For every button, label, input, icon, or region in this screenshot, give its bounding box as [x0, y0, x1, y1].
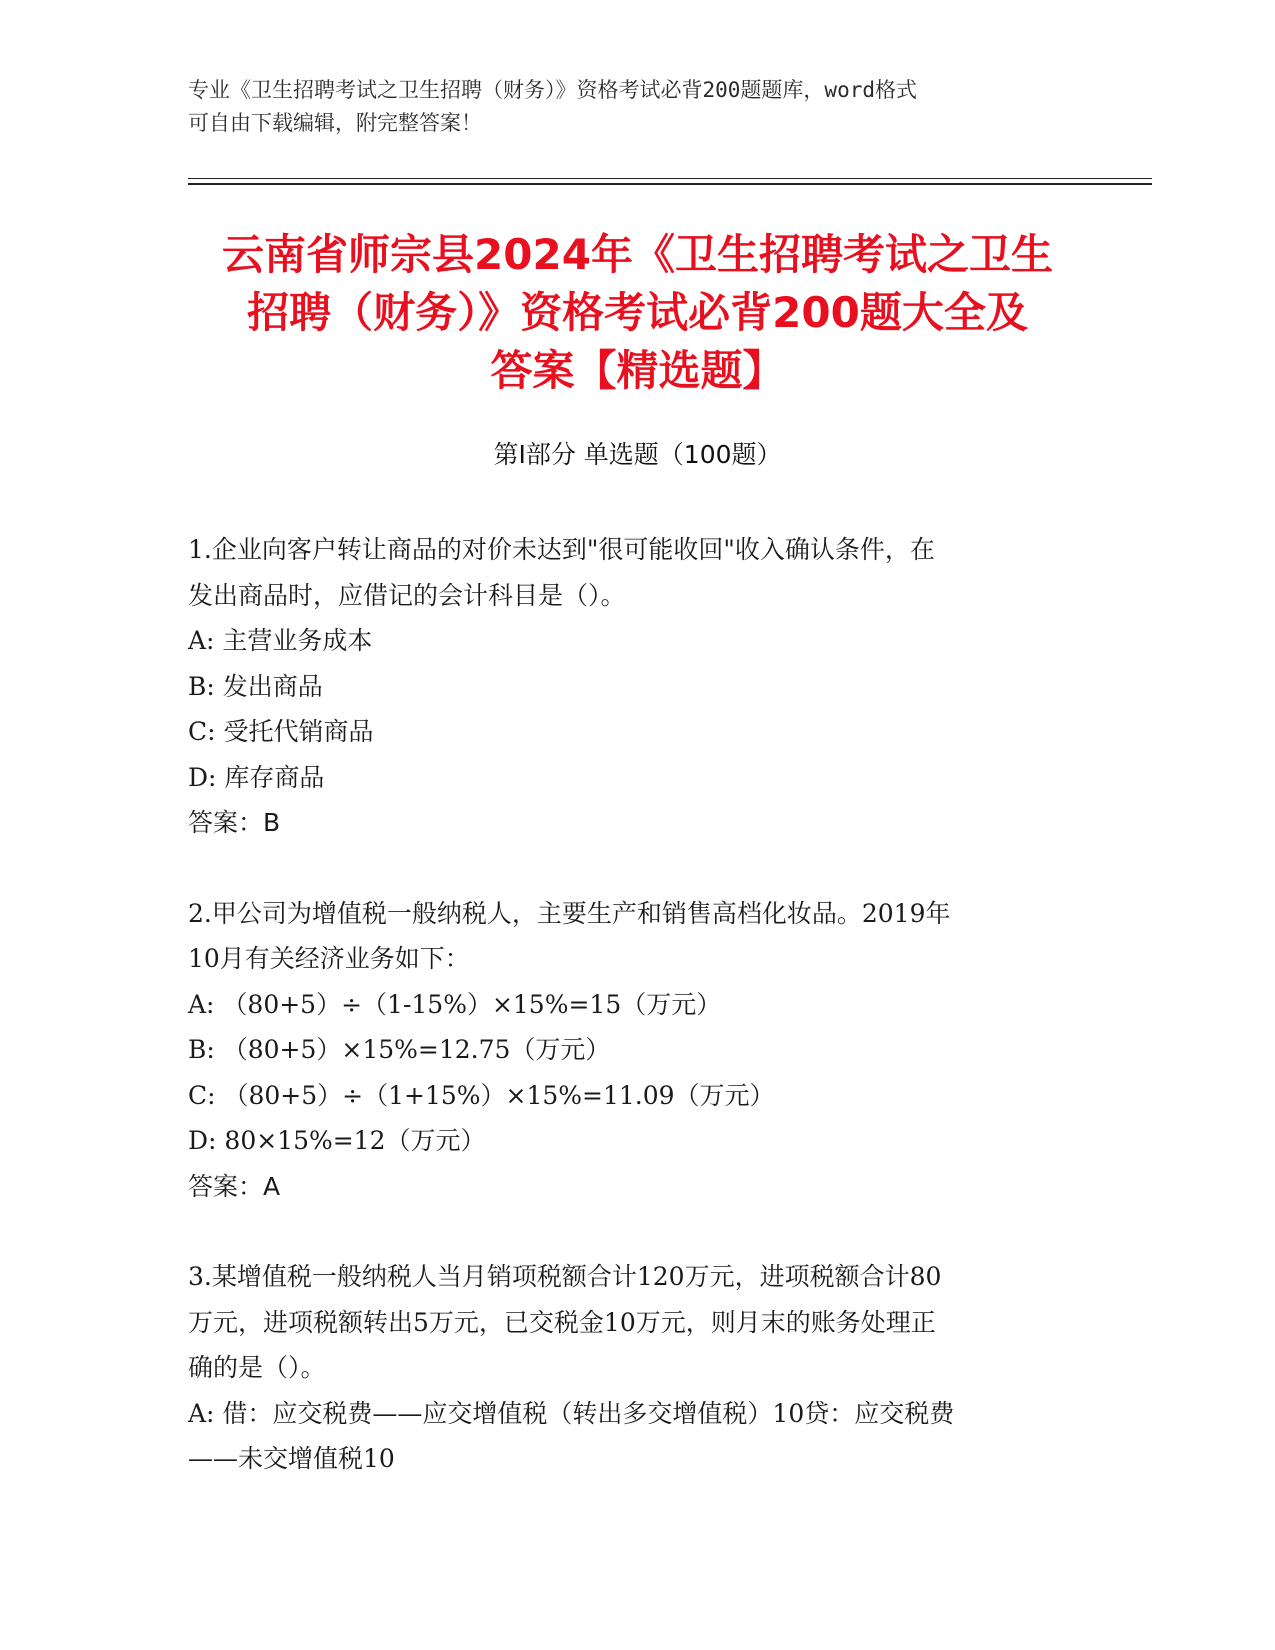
- question-text-line: 发出商品时，应借记的会计科目是（）。: [188, 580, 626, 610]
- section-title: 第Ⅰ部分 单选题（100题）: [493, 440, 782, 469]
- question-text: [188, 1254, 1088, 1391]
- option-b: B: （80+5）×15%=12.75（万元）: [188, 1035, 611, 1064]
- option-d: D: 80×15%=12（万元）: [188, 1126, 486, 1155]
- header-note: [188, 74, 1088, 140]
- answer: 答案：A: [188, 1171, 281, 1201]
- question-3: [188, 1254, 1088, 1482]
- question-text: [188, 891, 1088, 982]
- header-divider-thick: [188, 183, 1152, 185]
- header-note-line: 可自由下载编辑，附完整答案！: [188, 111, 482, 135]
- answer: 答案：B: [188, 808, 281, 837]
- question-text-line: 10月有关经济业务如下：: [188, 944, 470, 973]
- question-text-line: 万元，进项税额转出5万元，已交税金10万元，则月末的账务处理正: [188, 1307, 936, 1337]
- option-a: A: 主营业务成本: [188, 626, 373, 655]
- option-a-continued: ——未交增值税10: [188, 1444, 395, 1473]
- page-title-line: 云南省师宗县2024年《卫生招聘考试之卫生: [222, 230, 1053, 279]
- question-list: [188, 527, 1088, 1482]
- header-note-line: 专业《卫生招聘考试之卫生招聘（财务）》资格考试必背200题题库，word格式: [188, 78, 917, 102]
- option-b: B: 发出商品: [188, 671, 323, 701]
- header-divider: [188, 178, 1152, 179]
- question-text-line: 1.企业向客户转让商品的对价未达到"很可能收回"收入确认条件，在: [188, 535, 935, 564]
- question-text-line: 2.甲公司为增值税一般纳税人，主要生产和销售高档化妆品。2019年: [188, 898, 951, 928]
- option-c: C: （80+5）÷（1+15%）×15%=11.09（万元）: [188, 1080, 775, 1110]
- question-2: [188, 891, 1088, 1210]
- option-a: A: 借：应交税费——应交增值税（转出多交增值税）10贷：应交税费: [188, 1398, 955, 1428]
- option-c: C: 受托代销商品: [188, 717, 374, 746]
- question-text-line: 确的是（）。: [188, 1353, 326, 1382]
- page-title-line: 答案【精选题】: [490, 346, 785, 395]
- question-text: [188, 527, 1088, 618]
- option-a: A: （80+5）÷（1-15%）×15%=15（万元）: [188, 989, 722, 1019]
- question-text-line: 3.某增值税一般纳税人当月销项税额合计120万元，进项税额合计80: [188, 1262, 942, 1291]
- question-1: [188, 527, 1088, 846]
- page-title: [150, 226, 1125, 400]
- page-title-line: 招聘（财务）》资格考试必背200题大全及: [247, 288, 1028, 337]
- option-d: D: 库存商品: [188, 762, 325, 792]
